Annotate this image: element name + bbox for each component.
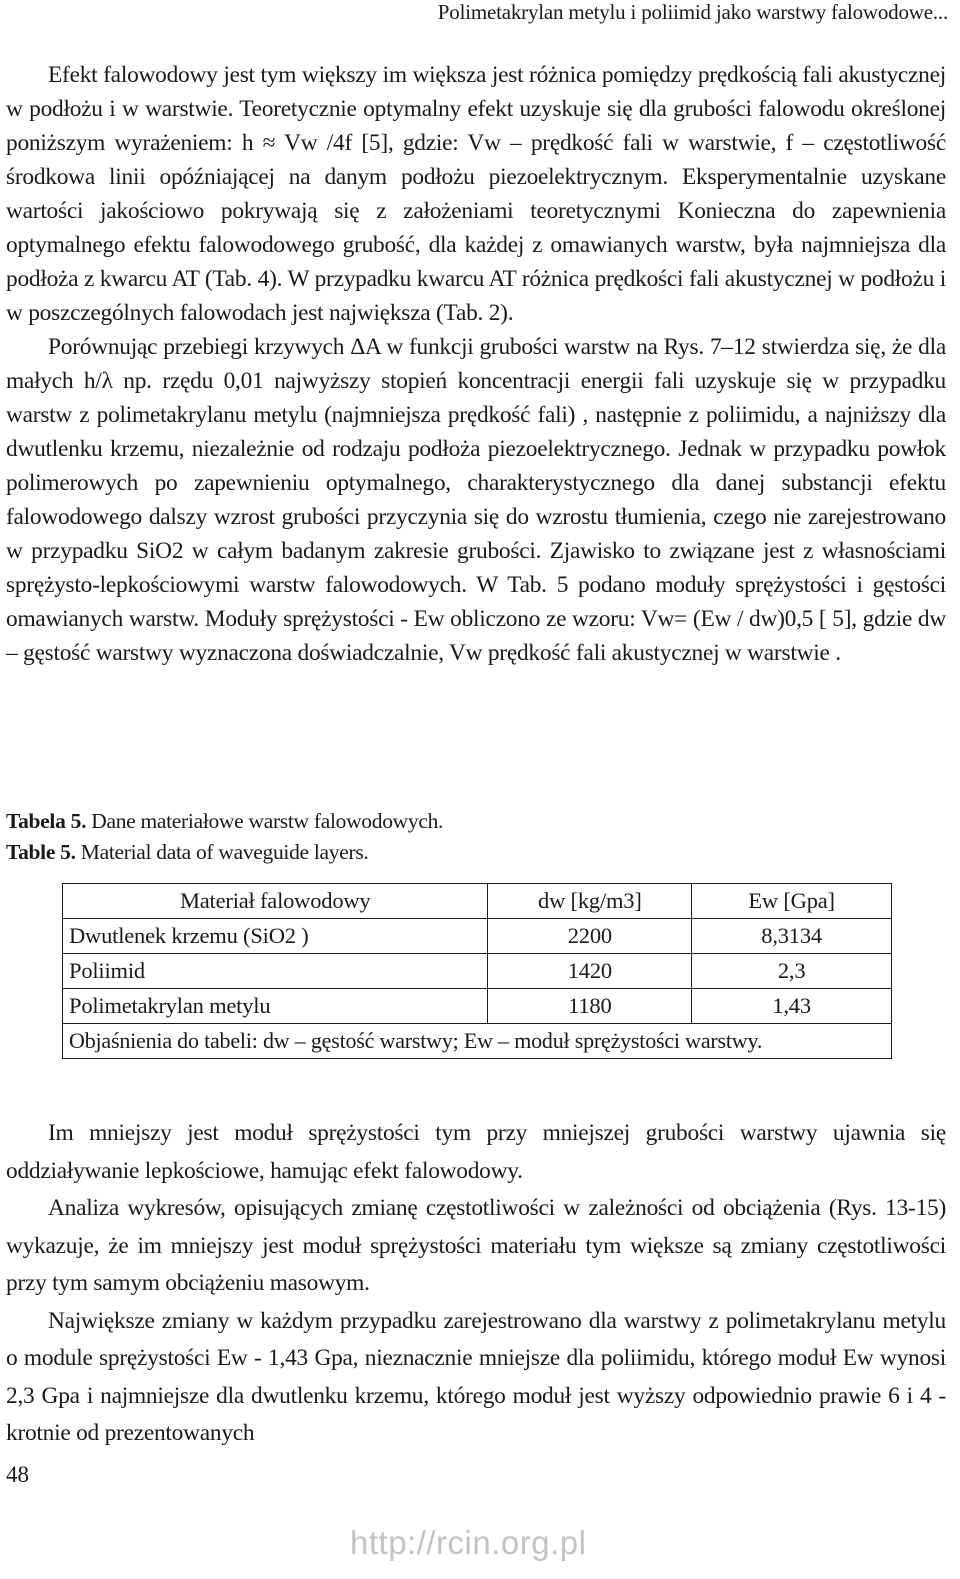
table-row xyxy=(63,954,892,989)
table-cell: 2200 xyxy=(488,919,692,954)
table-note: Objaśnienia do tabeli: dw – gęstość warstwy; Ew – moduł sprężystości warstwy. xyxy=(63,1024,892,1059)
table-cell: 2,3 xyxy=(692,954,892,989)
table-row xyxy=(63,919,892,954)
table-captions xyxy=(6,806,443,868)
table-header-cell: Ew [Gpa] xyxy=(692,884,892,919)
table-header-cell: Materiał falowodowy xyxy=(63,884,488,919)
table-cell: Polimetakrylan metylu xyxy=(63,989,488,1024)
caption-text: Material data of waveguide layers. xyxy=(80,840,369,864)
table-cell: 8,3134 xyxy=(692,919,892,954)
table-row xyxy=(63,989,892,1024)
paragraph: Analiza wykresów, opisujących zmianę częstotliwości w zależności od obciążenia (Rys. 13-15) wykazuje, że im mniejszy jest moduł sprężystości materiału tym większe są zmiany częstotliwości przy tym samym obciążeniu masowym. xyxy=(6,1195,946,1296)
caption-polish xyxy=(6,806,443,837)
paragraph: Porównując przebiegi krzywych ΔA w funkcji grubości warstw na Rys. 7–12 stwierdza się, że dla małych h/λ np. rzędu 0,01 najwyższy stopień koncentracji energii fali uzyskuje się w przypadku warstw z polimetakrylanu metylu (najmniejsza prędkość fali) , następnie z poliimidu, a najniższy dla dwutlenku krzemu, niezależnie od rodzaju podłoża piezoelektrycznego. Jednak w przypadku powłok polimerowych po zapewnieniu optymalnego, charakterystycznego dla danej substancji efektu falowodowego dalszy wzrost grubości przyczynia się do wzrostu tłumienia, czego nie zarejestrowano w przypadku SiO2 w całym badanym zakresie grubości. Zjawisko to związane jest z własnościami sprężysto-lepkościowymi warstw falowodowych. W Tab. 5 podano moduły sprężystości i gęstości omawianych warstw. Moduły sprężystości - Ew obliczono ze wzoru: Vw= (Ew / dw)0,5 [ 5], gdzie dw – gęstość warstwy wyznaczona doświadczalnie, Vw prędkość fali akustycznej w warstwie . xyxy=(6,334,946,666)
paragraph: Efekt falowodowy jest tym większy im większa jest różnica pomiędzy prędkością fali akustycznej w podłożu i w warstwie. Teoretycznie optymalny efekt uzyskuje się dla grubości falowodu określonej poniższym wyrażeniem: h ≈ Vw /4f [5], gdzie: Vw – prędkość fali w warstwie, f – częstotliwość środkowa linii opóźniającej na danym podłożu piezoelektrycznym. Eksperymentalnie uzyskane wartości jakościowo pokrywają się z założeniami teoretycznymi Konieczna do zapewnienia optymalnego efektu falowodowego grubość, dla każdej z omawianych warstw, była najmniejsza dla podłoża z kwarcu AT (Tab. 4). W przypadku kwarcu AT różnica prędkości fali akustycznej w podłożu i w poszczególnych falowodach jest największa (Tab. 2). xyxy=(6,62,946,326)
upper-body-text xyxy=(6,58,946,670)
table-header-row xyxy=(63,884,892,919)
caption-english xyxy=(6,837,443,868)
paragraph: Im mniejszy jest moduł sprężystości tym przy mniejszej grubości warstwy ujawnia się oddziaływanie lepkościowe, hamując efekt falowodowy. xyxy=(6,1120,946,1184)
source-watermark: http://rcin.org.pl xyxy=(350,1524,587,1561)
running-head: Polimetakrylan metylu i poliimid jako warstwy falowodowe... xyxy=(437,0,948,24)
table-header-cell: dw [kg/m3] xyxy=(488,884,692,919)
caption-text: Dane materiałowe warstw falowodowych. xyxy=(91,809,444,833)
table-cell: Dwutlenek krzemu (SiO2 ) xyxy=(63,919,488,954)
table-cell: 1,43 xyxy=(692,989,892,1024)
page-number: 48 xyxy=(6,1462,29,1487)
paragraph: Największe zmiany w każdym przypadku zarejestrowano dla warstwy z polimetakrylanu metylu o module sprężystości Ew - 1,43 Gpa, nieznacznie mniejsze dla poliimidu, którego moduł Ew wynosi 2,3 Gpa i najmniejsze dla dwutlenku krzemu, którego moduł jest wyższy odpowiednio prawie 6 i 4 -krotnie od prezentowanych xyxy=(6,1307,946,1446)
table-cell: 1420 xyxy=(488,954,692,989)
caption-label: Tabela 5. xyxy=(6,809,87,833)
caption-label: Table 5. xyxy=(6,840,76,864)
material-table xyxy=(62,883,892,1059)
table-cell: 1180 xyxy=(488,989,692,1024)
lower-body-text xyxy=(6,1115,946,1453)
table-cell: Poliimid xyxy=(63,954,488,989)
table-note-row xyxy=(63,1024,892,1059)
